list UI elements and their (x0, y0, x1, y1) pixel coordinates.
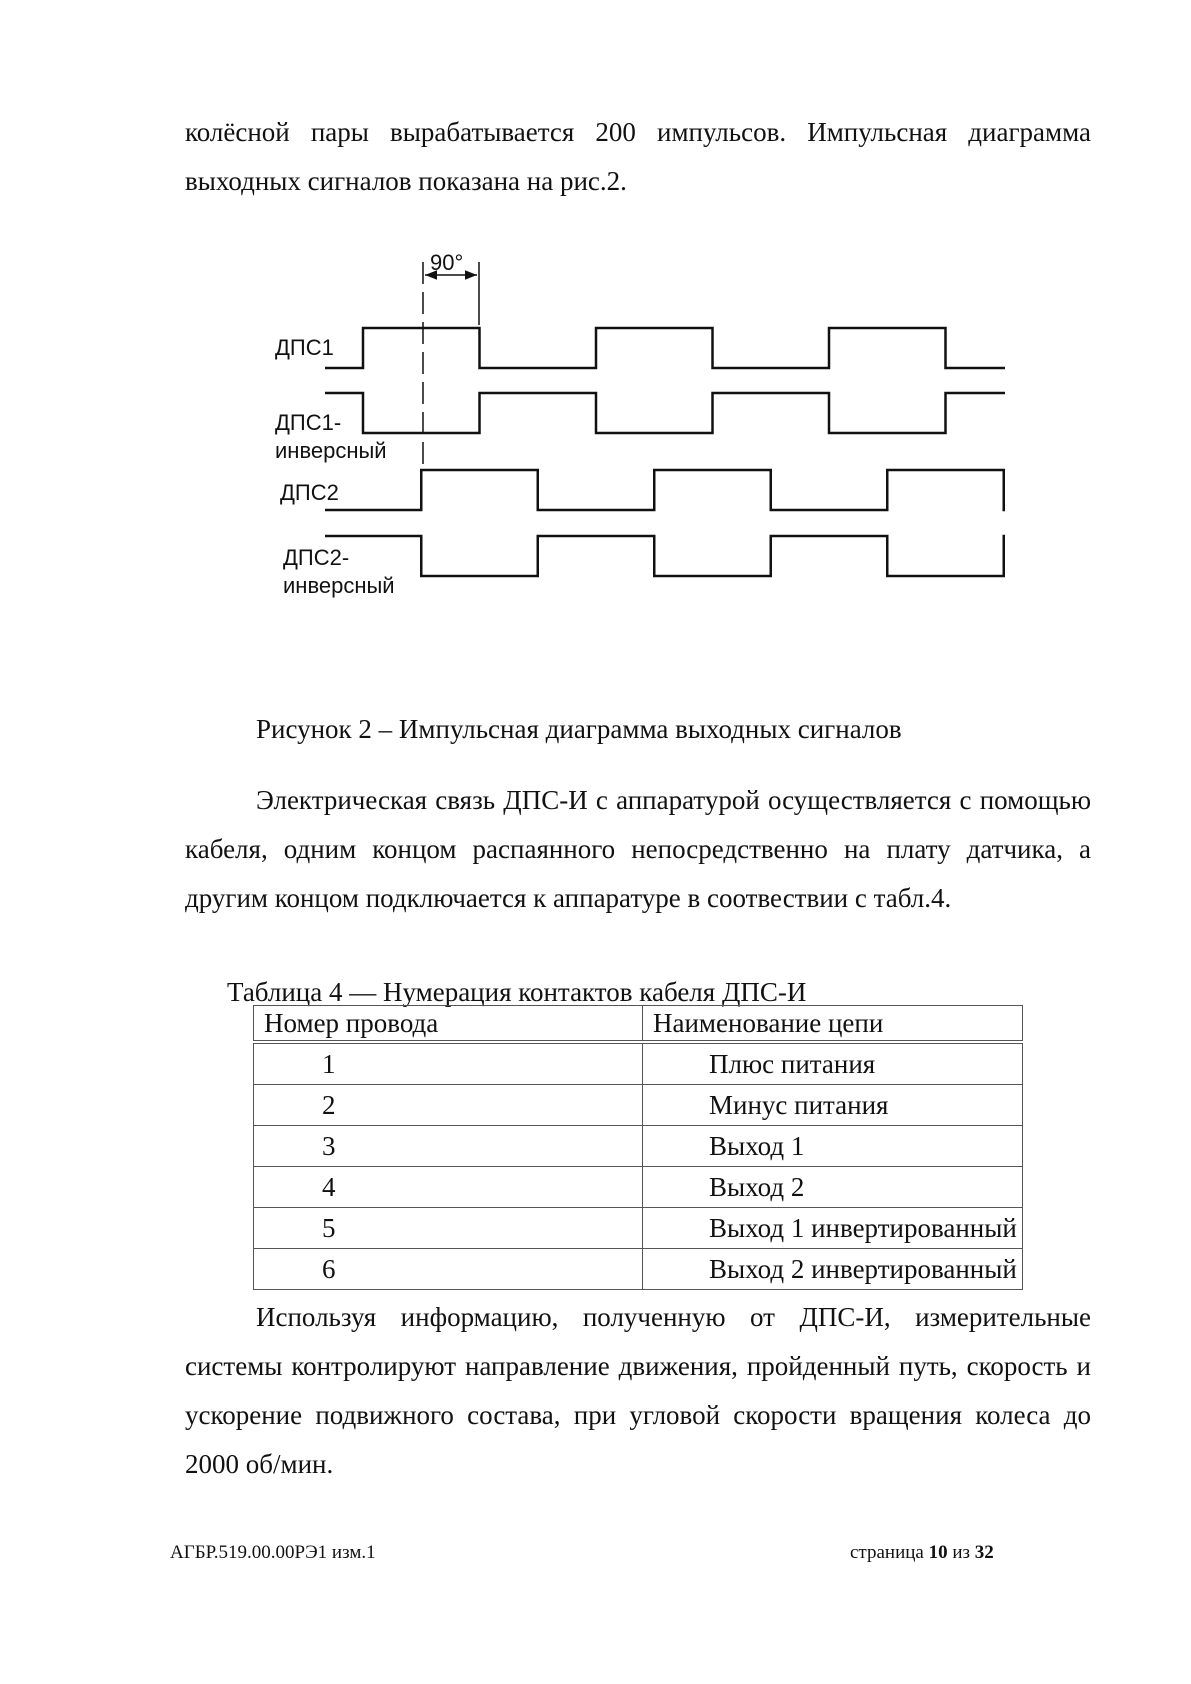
wire-number: 2 (254, 1085, 643, 1126)
circuit-name: Минус питания (643, 1085, 1023, 1126)
table-row (254, 1126, 1023, 1167)
signal-label-2-line2: инверсный (275, 438, 387, 463)
document-code: АГБР.519.00.00РЭ1 изм.1 (170, 1542, 376, 1563)
wire-number: 4 (254, 1167, 643, 1208)
waveform-4 (325, 536, 1005, 576)
table-row (254, 1208, 1023, 1249)
signal-label-4-line1: ДПС2- (283, 545, 350, 570)
usage-paragraph: Используя информацию, полученную от ДПС-И, измерительные системы контролируют направление движения, пройденный путь, скорость и ускорение подвижного состава, при угловой скорости вращения колеса до 2000 об/мин. (185, 1302, 1091, 1479)
electrical-paragraph: Электрическая связь ДПС-И с аппаратурой осуществляется с помощью кабеля, одним концом распаянного непосредственно на плату датчика, а другим концом подключается к аппаратуре в соотвествии с табл.4. (185, 785, 1091, 913)
circuit-name: Выход 2 (643, 1167, 1023, 1208)
wire-number: 6 (254, 1249, 643, 1290)
figure-caption: Рисунок 2 – Импульсная диаграмма выходных сигналов (256, 714, 902, 744)
phase-90-dimension (423, 250, 479, 470)
phase-label: 90° (430, 250, 464, 275)
table-row (254, 1042, 1023, 1085)
table-row (254, 1167, 1023, 1208)
signal-label-1-line1: ДПС1 (275, 335, 334, 360)
page-total: 32 (974, 1542, 994, 1563)
header-circuit-name: Наименование цепи (643, 1006, 1023, 1043)
circuit-name: Выход 2 инвертированный (643, 1249, 1023, 1290)
signal-label-3-line1: ДПС2 (280, 480, 339, 505)
waveform-1 (325, 328, 1005, 368)
circuit-name: Плюс питания (643, 1042, 1023, 1085)
circuit-name: Выход 1 инвертированный (643, 1208, 1023, 1249)
pulse-diagram (0, 0, 1191, 640)
header-wire-number: Номер провода (254, 1006, 643, 1043)
waveform-3 (325, 470, 1005, 510)
wire-number: 3 (254, 1126, 643, 1167)
waveform-2 (325, 393, 1005, 433)
circuit-name: Выход 1 (643, 1126, 1023, 1167)
intro-text-line1: колёсной пары вырабатывается 200 импульсов. Импульсная диаграмма (185, 117, 1091, 147)
signal-label-2-line1: ДПС1- (275, 410, 342, 435)
table-header-row (254, 1006, 1023, 1043)
page-number (850, 1542, 994, 1564)
table-row (254, 1249, 1023, 1290)
page-word: страница (850, 1542, 924, 1563)
page-current: 10 (928, 1542, 948, 1563)
wire-number: 1 (254, 1042, 643, 1085)
intro-text-line2: выходных сигналов показана на рис.2. (185, 166, 627, 196)
page-of: из (952, 1542, 971, 1563)
table-title: Таблица 4 — Нумерация контактов кабеля ДПС-И (227, 977, 807, 1007)
table-row (254, 1085, 1023, 1126)
wire-number: 5 (254, 1208, 643, 1249)
signal-label-4-line2: инверсный (283, 573, 395, 598)
pin-table (253, 1005, 1023, 1290)
